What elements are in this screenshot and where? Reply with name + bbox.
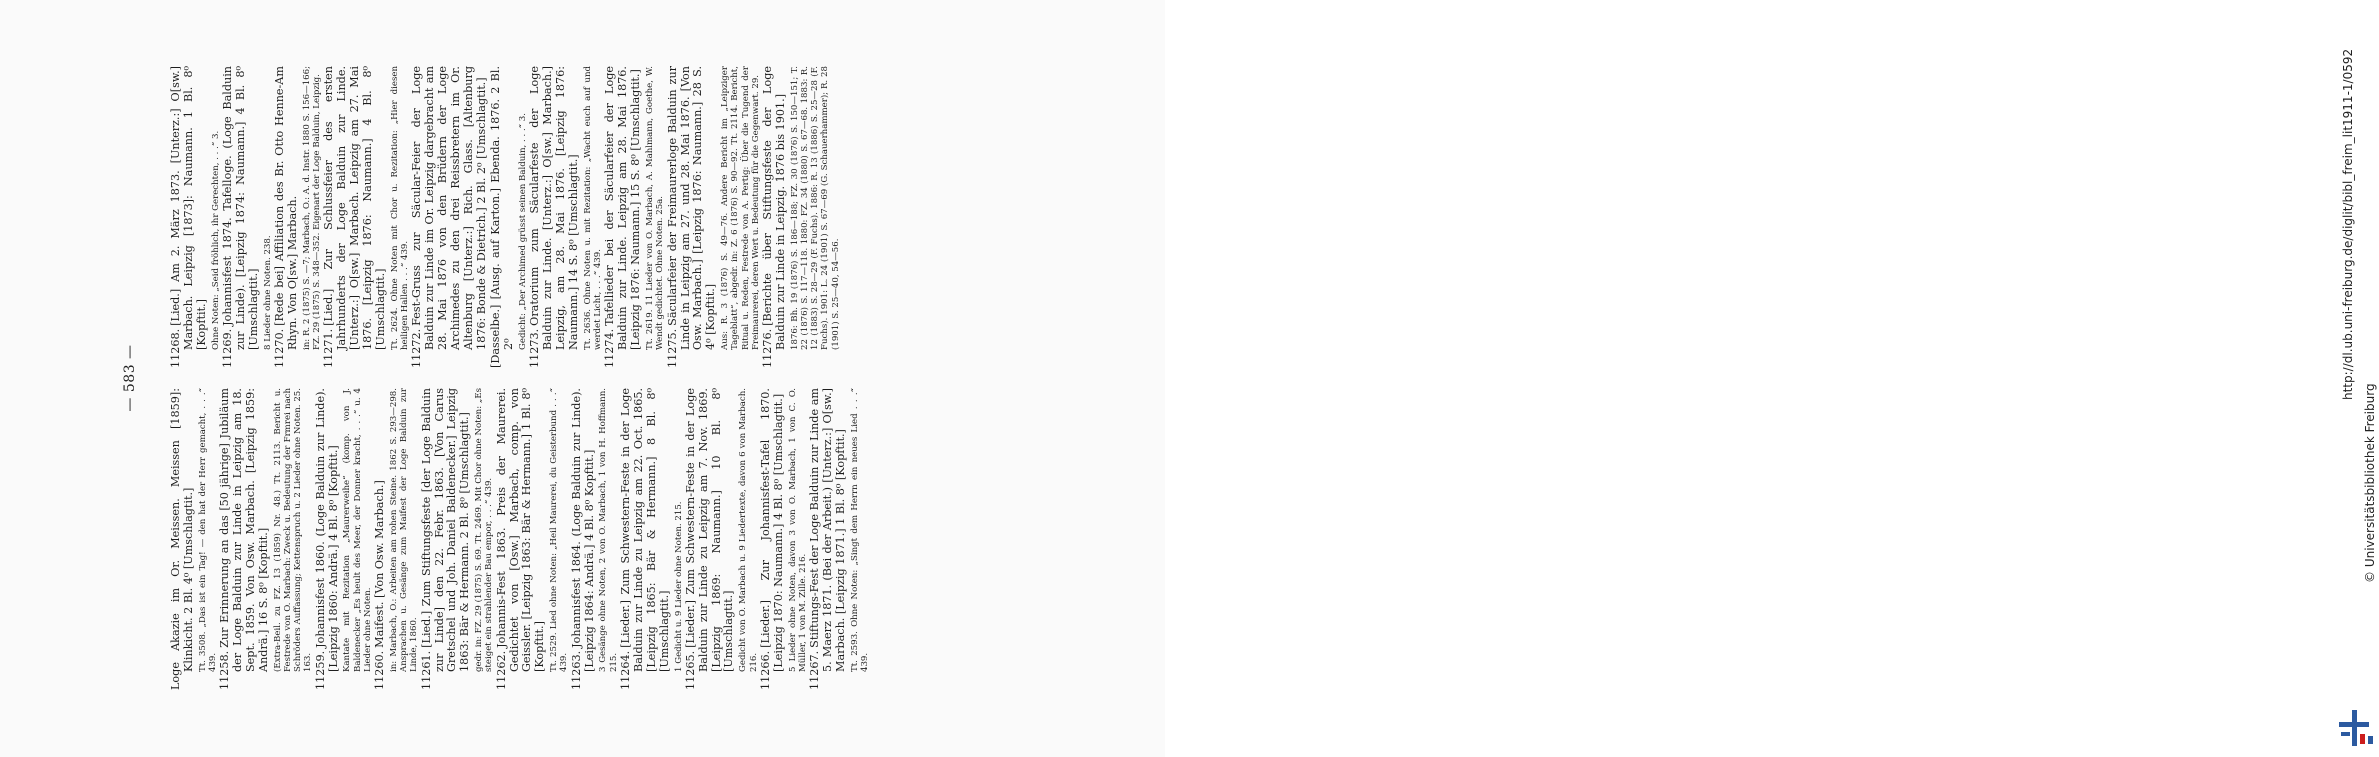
entry-number: 11275. [665,328,679,368]
entry-text: Johannisfest 1864. (Loge Balduin zur Linde). [Leipzig 1864: Andrä.] 4 Bl. 8⁰ Kopftit.] [569,388,596,672]
entry-number: 11258. [218,650,232,690]
entry-number: 11262. [494,650,508,690]
entry-note: (Extra-Beil. zu FZ. 13 (1859) Nr. 48.) Tt. 2113. Bericht u. Festrede von O. Marbach: Zweck u. Bedeutung der Frmrei nach Schröders Auffassung; Kettenspruch u. 2 Lieder ohne Noten. 25. 163. [272,388,314,672]
bibliography-entry [760,388,786,690]
left-column [170,388,970,690]
entry-text: Maifest. [Von Osw. Marbach.] [373,480,387,648]
entry-text: Loge Akazie im Or. Meissen. Meissen [1859]: Klinkicht. 2 Bl. 4⁰ [Umschlagtit.] [169,388,195,690]
entry-number: 11264. [618,650,632,690]
entry-text: [Lieder.] Zum Schwestern-Feste in der Loge Balduin zur Linde zu Leipzig am 22. Oct. 1865. [Leipzig 1865: Bär & Hermann.] 8 Bl. 8⁰ [Umschlagtit.] [618,388,671,672]
entry-note: Tt. 3508. „Das ist ein Tag! — den hat der Herr gemacht, . . .“ 439. [197,388,219,672]
bibliography-entry [496,388,548,690]
entry-number: 11267. [807,650,821,690]
entry-number: 11260. [373,650,387,690]
entry-text: [Berichte über Stiftungsfeste der Loge Balduin zur Linde in Leipzig. 1876 bis 1901.] [761,66,787,350]
entry-note: in: Marbach, O.: Arbeiten am rohen Steine. 1862 S. 293—298. Ansprachen u. Gesänge zum Maifest der Loge Balduin zur Linde, 1860. [388,388,420,672]
entry-number: 11266. [758,650,772,690]
bibliography-entry [274,66,300,368]
bibliography-entry [620,388,672,690]
entry-text: Tafellieder bei der Säcularfeier der Loge Balduin zur Linde. Leipzig am 28. Mai 1876. [Leipzig 1876: Naumann.] 15 S. 8⁰ [Umschlagtit.] [603,66,643,350]
entry-text: [Lied.] Am 2. März 1873. [Unterz.:] O[sw.] Marbach. Leipzig [1873]: Naumann. 1 Bl. 8⁰ [Kopftit.] [169,66,208,350]
entry-text: Stiftungs-Fest der Loge Balduin zur Linde am 5. Maerz 1871. (Bei der Arbeit.) [Unterz.:] O[sw.] Marbach. [Leipzig 1871.] 1 Bl. 8⁰ [Kopftit.] [807,388,847,672]
entry-note: Gedicht: „Der Archimed grüsst seinen Balduin, . . .“ 3. [518,112,529,350]
bibliography-entry [667,66,719,368]
entry-note: 8 Lieder ohne Noten. 238. [262,235,273,350]
entry-text: Johannisfest 1860. (Loge Balduin zur Linde). [Leipzig 1860: Andrä.] 4 Bl. 8⁰ [Kopftit.] [313,388,340,672]
entry-note: gedr. in: FZ. 29 (1875) S. 69. Tt. 2469. Mit Chor ohne Noten: „Es steiget ein strahlender Bau empor, . . .“ 439. [474,388,495,672]
entry-text: Fest-Gruss zur Säcular-Feier der Loge Balduin zur Linde im Or. Leipzig dargebracht am 28. Mai 1876 von den Brüdern der Loge Archimedes zu den drei Reissbretern im Or. Altenburg [Unterz.:] Rich. Glass. [Altenburg 1876: Bonde & Dietrich.] 2 Bl. 2⁰ [Umschlagtit.] [410,66,488,350]
entry-note: Gedicht von O. Marbach u. 9 Liedertexte, davon 6 von Marbach. 216. [738,388,759,672]
entry-note: 3 Gesänge ohne Noten, 2 von O. Marbach, 1 von H. Hoffmann. 215. [598,388,619,672]
entry-note: Tt. 2619. 11 Lieder von O. Marbach, A. Mahlmann, Goethe, W. Wendt gedichtet. Ohne Noten. 25a. [645,66,666,350]
bibliography-entry [604,66,643,368]
bibliography-entry [219,388,271,690]
entry-text: [Lied.] Zum Stiftungsfeste [der Loge Balduin zur Linde] den 22. Febr. 1863. [Von Carus Gretschel und Joh. Daniel Baldenecker.] Leipzig 1863: Bär & Hermann. 2 Bl. 8⁰ [Umschlagtit.] [419,388,472,672]
bibliography-entry [170,66,209,368]
ub-freiburg-logo-icon [2335,706,2379,750]
bibliography-entry [490,66,516,368]
right-column [170,66,970,368]
bibliography-entry [529,66,581,368]
entry-number: 11271. [322,328,336,368]
entry-note: Tt. 2624. Ohne Noten mit Chor u. Rezitation: „Hier diesen heiligen Hallen . . .“ 439. [389,66,410,350]
bibliography-entry [323,66,388,368]
entry-note: Tt. 2593. Ohne Noten: „Singt dem Herrn ein neues Lied . . .“ 439. [849,388,870,672]
page-number: — 583 — [122,344,138,412]
entry-number: 11259. [313,650,327,690]
entry-note: Ohne Noten: „Seid fröhlich, ihr Gerechten, . . .“ 3. [210,130,221,350]
entry-note: in: R. 2 (1875) S. —7; Marbach, O.: A. d. Instr. 1880 S. 156—166; FZ. 29 (1875) S. 348—352. Eigenart der Loge Balduin, Leipzig. [301,66,322,350]
entry-text: Zur Erinnerung an das [50 jährige] Jubiläum der Loge Balduin zur Linde in Leipzig am 18. Sept. 1859. Von Osw. Marbach. [Leipzig 1859: Andrä.] 16 S. 8⁰ [Kopftit.] [218,388,270,672]
entry-text: [Dasselbe.] [Ausg. auf Karton.] Ebenda. 1876. 2 Bl. 2⁰ [489,66,516,368]
source-url[interactable]: http://dl.ub.uni-freiburg.de/diglit/bibl_freim_lit1911-1/0592 [2341,48,2355,400]
rotated-book-page [34,58,1134,698]
bibliography-entry [762,66,788,368]
copyright-notice: © Universitätsbibliothek Freiburg [2363,383,2377,583]
entry-note: 1 Gedicht u. 9 Lieder ohne Noten. 215. [673,501,684,672]
entry-number: 11265. [683,650,697,690]
entry-text: Johannis-Fest 1863. Preis der Maurerei. Gedichtet von [Osw.] Marbach, comp. von Geissler. [Leipzig 1863: Bär & Hermann.] 1 Bl. 8⁰ [Kopftit.] [494,388,547,672]
bibliography-entry [685,388,737,690]
bibliography-entry [421,388,473,690]
entry-number: 11261. [419,650,433,690]
bibliography-entry [315,388,341,690]
entry-number: 11270. [272,328,286,368]
entry-number: 11272. [410,328,423,368]
entry-number: 11263. [569,650,583,690]
bibliography-entry [170,388,196,690]
bibliography-entry [809,388,848,690]
entry-number: 11274. [603,328,617,368]
entry-note: Kantate mit Rezitation „Maurerweihe“ (komp. von J. Baldenecker „Es heult des Meer, der Donner kracht, . . .“ u. 4 Lieder ohne Noten. [342,388,373,672]
entry-note: Aus: R. 3 (1876) S. 49—76. Andere Bericht im „Leipziger Tageblatt“, abgedr. in: Z. 6 (1876) S. 90—92. Tt. 2114. Bericht, Ritual u. Reden, Festrede von A. Pertig: Über die Tugend der Freimaurerei, deren Wert u. Bedeutung für die Gegenwart. 29. [720,66,761,350]
bibliography-entry [411,66,488,368]
bibliography-entry [571,388,597,690]
bibliography-entry [374,388,387,690]
entry-note: 1876: Bh. 19 (1876) S. 186—188; FZ. 30 (1876) S. 150—151; T. 22 (1876) S. 117—118. 1880: FZ. 34 (1880) S. 67—68. 1883: R. 12 (1883) S. 28—29 (F. Fuchs). 1886: R. 13 (1886) S. 25—28 (F. Fuchs). 1901: L. 24 (1901) S. 67—69 (G. Schauerhammer); R. 28 (1901) S. 25—40, 54—56. [789,66,841,350]
entry-text: [Lied.] Zur Schlussfeier des ersten Jahrhunderts der Loge Balduin zur Linde. [Unterz.:] O[sw.] Marbach. Leipzig am 27. Mai 1876. [Leipzig 1876: Naumann.] 4 Bl. 8⁰ [Umschlagtit.] [322,66,387,350]
entry-text: Johannisfest 1874. Tafelloge. (Loge Balduin zur Linde). [Leipzig 1874: Naumann.] 4 Bl. 8⁰ [Umschlagtit.] [220,66,260,350]
entry-number: 11268. [169,328,182,368]
entry-note: Tt. 2529. Lied ohne Noten: „Heil Maurerei, du Geisterbund . . .“ 439. [549,388,570,672]
entry-text: Säcularfeier der Freimaurerloge Balduin zur Linde in Leipzig am 27. und 28. Mai 1876. [Von Osw. Marbach.] [Leipzig 1876: Naumann.] 28 S. 4⁰ [Kopftit.] [665,66,718,350]
entry-number: 11273. [528,328,542,368]
viewer-sidebar [1165,0,2377,757]
entry-number: 11276. [761,328,775,368]
entry-text: [Lieder.] Zur Johannisfest-Tafel 1870. [Leipzig 1870: Naumann.] 4 Bl. 8⁰ [Umschlagtit.] [758,388,785,672]
entry-note: 5 Lieder ohne Noten, davon 3 von O. Marbach, 1 von C. O. Müller, 1 von M. Zille. 216. [787,388,808,672]
entry-text: Oratorium zum Säcularfeste der Loge Balduin zur Linde. [Unterz.:] O[sw.] Marbach.] Leipzig, am 28. Mai 1876. [Leipzig 1876: Naumann.] 14 S. 8⁰ [Umschlagtit.] [528,66,581,350]
bibliography-entry [222,66,261,368]
scanned-page-viewport [0,0,1165,757]
entry-number: 11269. [220,328,234,368]
entry-note: Tt. 2636. Ohne Noten u. mit Rezitation: „Wacht euch auf und werdet Licht, . . .“ 439. [583,66,604,350]
entry-text: [Lieder.] Zum Schwestern-Feste in der Loge Balduin zur Linde zu Leipzig am 7. Nov. 1869. [Leipzig 1869: Naumann.] 10 Bl. 8⁰ [Umschlagtit.] [683,388,736,672]
entry-text: [Rede bei] Affiliation des Br. Otto Henne-Am Rhyn. Von O[sw.] Marbach. [272,66,299,350]
